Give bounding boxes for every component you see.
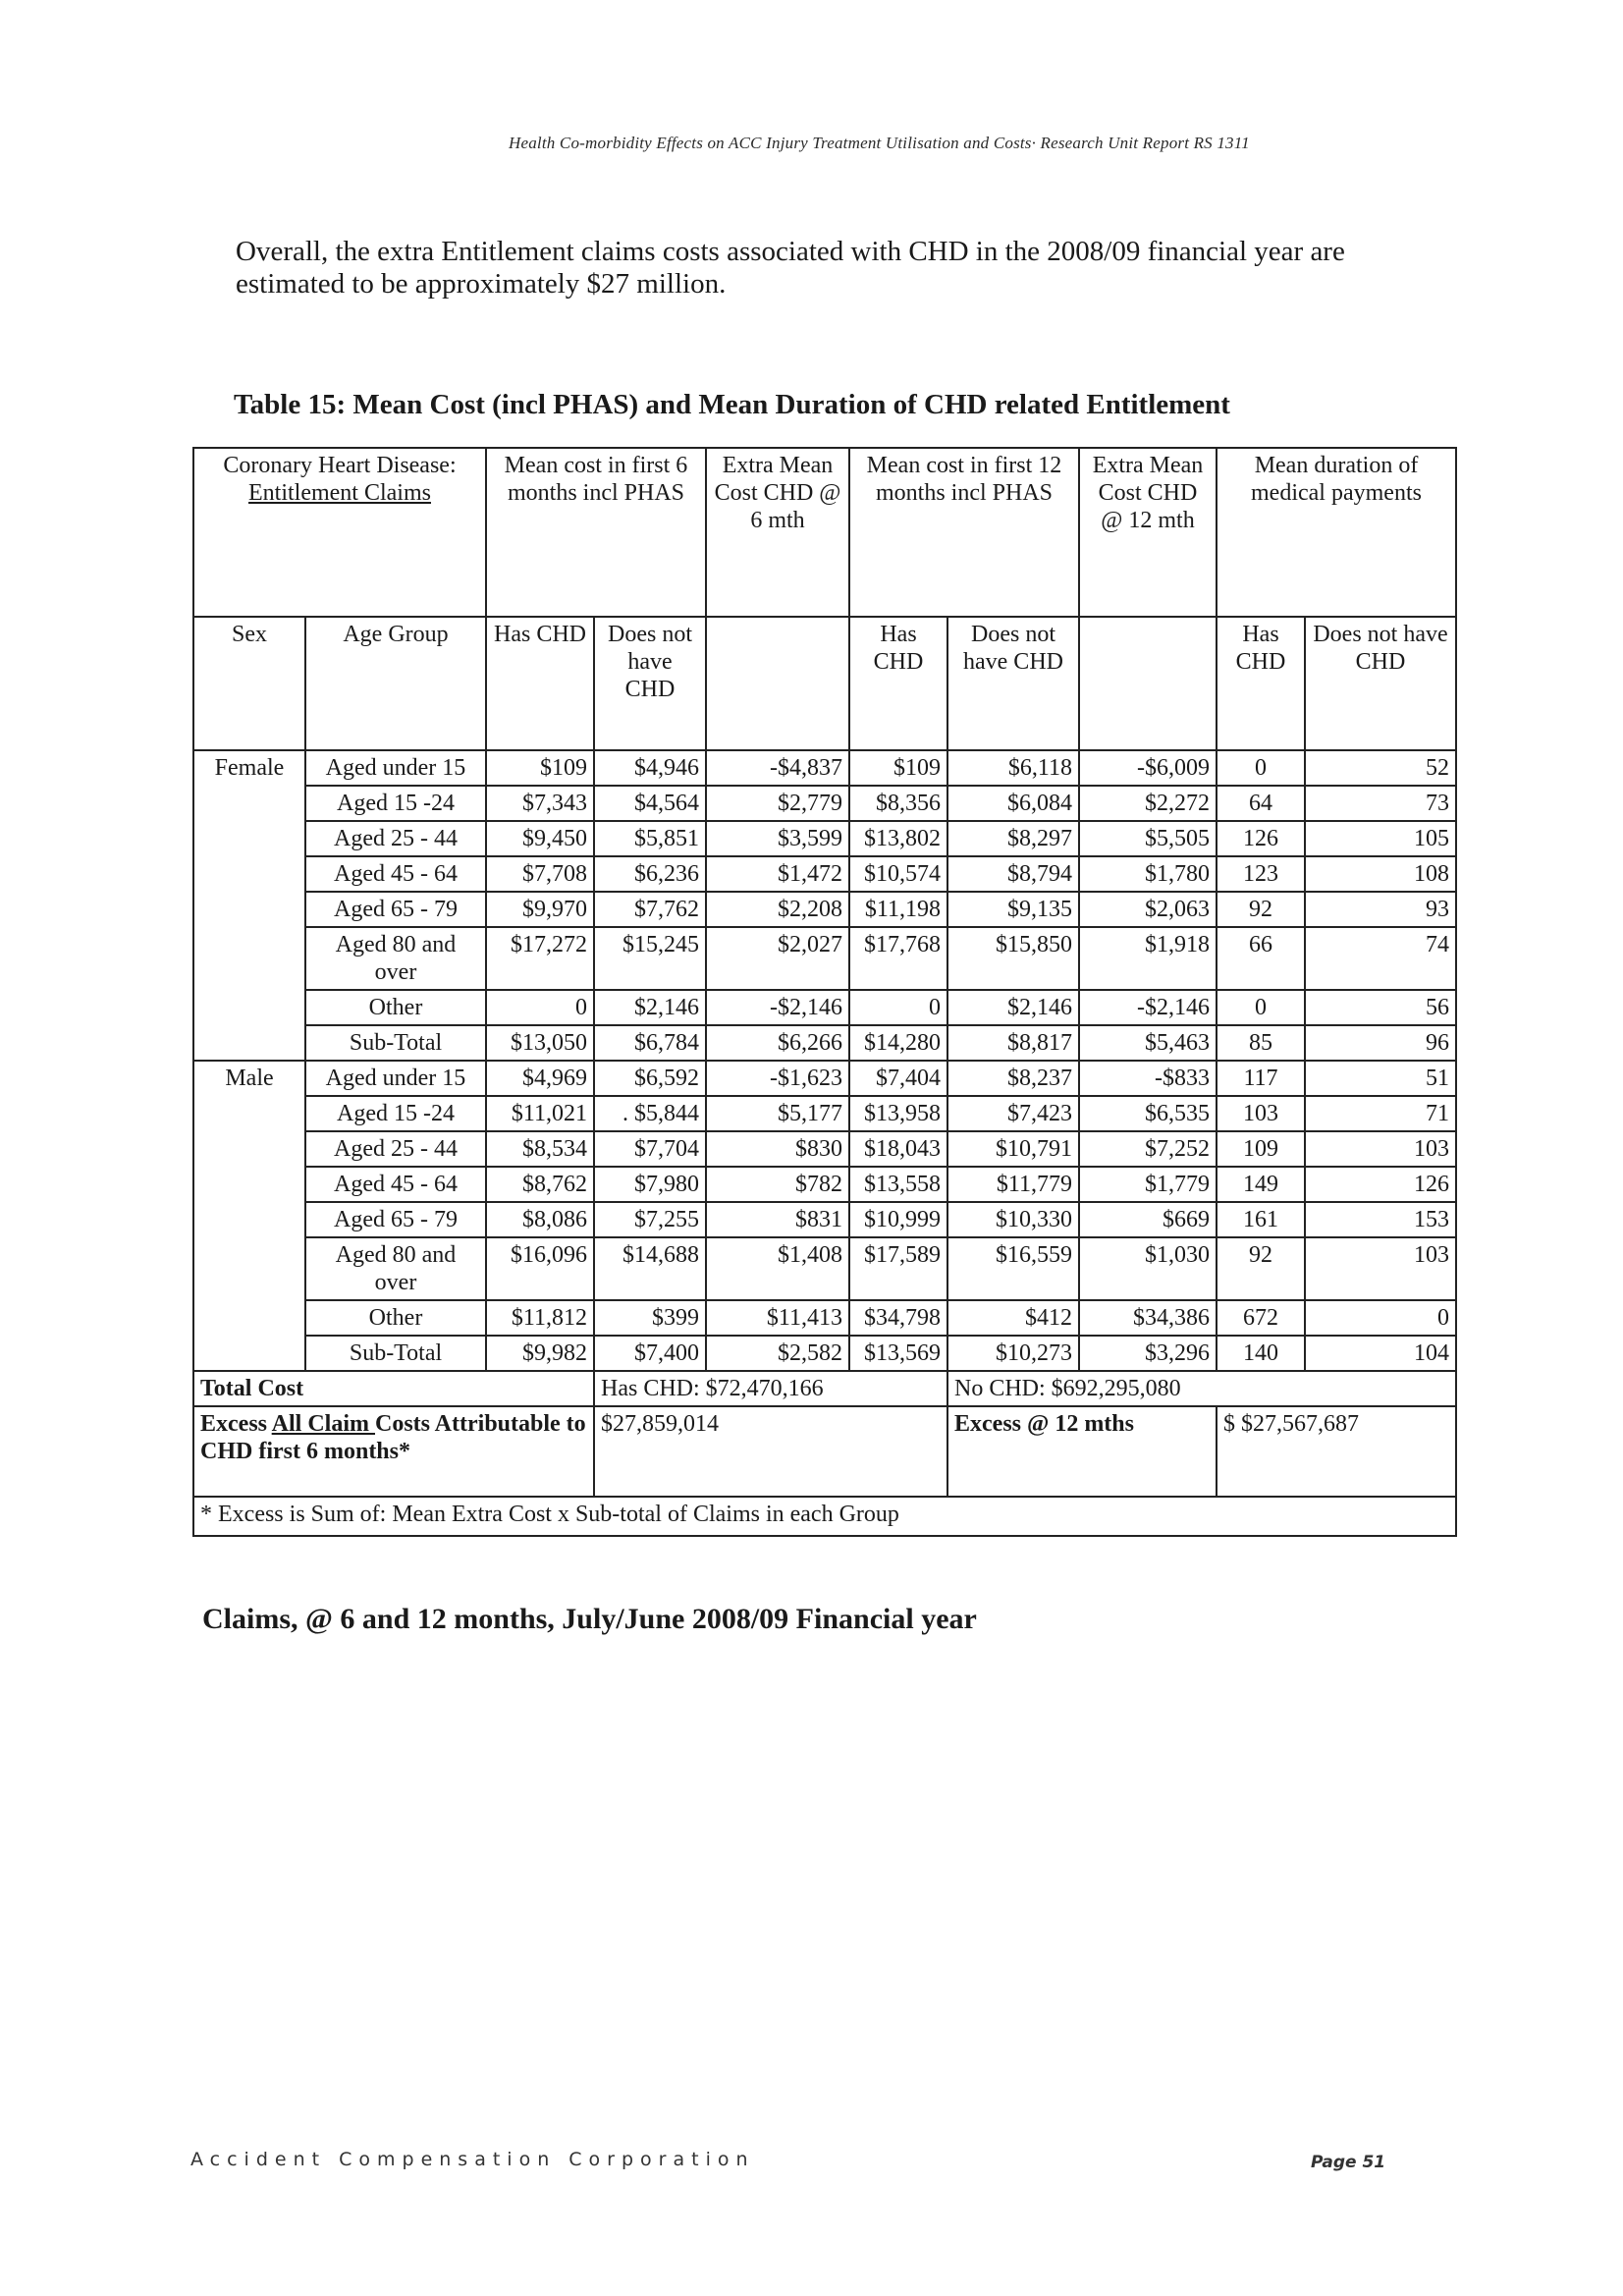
not-chd-12-cell: $8,297 [947, 821, 1079, 856]
total-cost-has-chd: Has CHD: $72,470,166 [594, 1371, 947, 1406]
not-chd-6-cell: $5,851 [594, 821, 706, 856]
age-group-cell: Sub-Total [305, 1336, 486, 1371]
duration-not-chd-cell: 153 [1305, 1202, 1456, 1237]
has-chd-12-cell: $17,589 [849, 1237, 947, 1300]
not-chd-6-cell: $7,762 [594, 892, 706, 927]
footer-organisation: Accident Compensation Corporation [190, 2149, 755, 2170]
extra-12-cell: $1,918 [1079, 927, 1217, 990]
age-group-cell: Aged under 15 [305, 1061, 486, 1096]
table-caption-continued: Claims, @ 6 and 12 months, July/June 2008/09 Financial year [202, 1603, 977, 1635]
duration-not-chd-cell: 108 [1305, 856, 1456, 892]
extra-12-cell: $2,272 [1079, 786, 1217, 821]
table-container [192, 447, 1455, 1537]
has-chd-6-cell: 0 [486, 990, 594, 1025]
duration-not-chd-cell: 71 [1305, 1096, 1456, 1131]
running-header: Health Co-morbidity Effects on ACC Injury Treatment Utilisation and Costs· Research Unit Report RS 1311 [509, 134, 1250, 152]
female-table-row [193, 821, 1456, 856]
age-group-cell: Other [305, 990, 486, 1025]
excess-label-underlined: All Claim [271, 1411, 375, 1437]
not-chd-6-cell: $7,704 [594, 1131, 706, 1167]
has-chd-6-cell: $109 [486, 750, 594, 786]
header-not-chd-12: Does not have CHD [947, 617, 1079, 750]
age-group-cell: Aged 45 - 64 [305, 856, 486, 892]
not-chd-6-cell: $4,946 [594, 750, 706, 786]
has-chd-12-cell: $10,999 [849, 1202, 947, 1237]
not-chd-12-cell: $16,559 [947, 1237, 1079, 1300]
duration-not-chd-cell: 56 [1305, 990, 1456, 1025]
not-chd-6-cell: $14,688 [594, 1237, 706, 1300]
has-chd-12-cell: $109 [849, 750, 947, 786]
age-group-cell: Aged 15 -24 [305, 1096, 486, 1131]
extra-6-cell: $2,208 [706, 892, 849, 927]
footnote: * Excess is Sum of: Mean Extra Cost x Sub-total of Claims in each Group [193, 1497, 1456, 1536]
duration-has-chd-cell: 123 [1217, 856, 1305, 892]
has-chd-6-cell: $9,970 [486, 892, 594, 927]
has-chd-6-cell: $11,812 [486, 1300, 594, 1336]
extra-12-cell: $1,779 [1079, 1167, 1217, 1202]
extra-12-cell: $1,030 [1079, 1237, 1217, 1300]
age-group-cell: Aged 80 and over [305, 1237, 486, 1300]
age-group-cell: Sub-Total [305, 1025, 486, 1061]
header-extra6-blank [706, 617, 849, 750]
excess-label-12: Excess @ 12 mths [947, 1406, 1217, 1497]
not-chd-12-cell: $6,084 [947, 786, 1079, 821]
not-chd-6-cell: $15,245 [594, 927, 706, 990]
extra-6-cell: $2,027 [706, 927, 849, 990]
header-claims-title: Coronary Heart Disease: [223, 453, 457, 478]
not-chd-12-cell: $15,850 [947, 927, 1079, 990]
extra-6-cell: $6,266 [706, 1025, 849, 1061]
not-chd-6-cell: $7,255 [594, 1202, 706, 1237]
age-group-cell: Other [305, 1300, 486, 1336]
not-chd-12-cell: $10,791 [947, 1131, 1079, 1167]
extra-12-cell: -$6,009 [1079, 750, 1217, 786]
header-not-chd-dur: Does not have CHD [1305, 617, 1456, 750]
not-chd-6-cell: $399 [594, 1300, 706, 1336]
duration-not-chd-cell: 52 [1305, 750, 1456, 786]
extra-12-cell: -$2,146 [1079, 990, 1217, 1025]
age-group-cell: Aged 45 - 64 [305, 1167, 486, 1202]
male-table-row [193, 1131, 1456, 1167]
not-chd-12-cell: $9,135 [947, 892, 1079, 927]
table-title: Table 15: Mean Cost (incl PHAS) and Mean Duration of CHD related Entitlement [234, 389, 1230, 420]
header-duration: Mean duration of medical payments [1217, 448, 1456, 617]
duration-has-chd-cell: 126 [1217, 821, 1305, 856]
male-table-row [193, 1167, 1456, 1202]
has-chd-6-cell: $8,086 [486, 1202, 594, 1237]
extra-12-cell: -$833 [1079, 1061, 1217, 1096]
female-table-row [193, 990, 1456, 1025]
duration-has-chd-cell: 92 [1217, 1237, 1305, 1300]
extra-12-cell: $2,063 [1079, 892, 1217, 927]
not-chd-12-cell: $11,779 [947, 1167, 1079, 1202]
header-has-chd-6: Has CHD [486, 617, 594, 750]
has-chd-6-cell: $8,534 [486, 1131, 594, 1167]
header-extra6: Extra Mean Cost CHD @ 6 mth [706, 448, 849, 617]
header-has-chd-dur: Has CHD [1217, 617, 1305, 750]
duration-has-chd-cell: 140 [1217, 1336, 1305, 1371]
has-chd-6-cell: $9,982 [486, 1336, 594, 1371]
extra-6-cell: -$2,146 [706, 990, 849, 1025]
not-chd-6-cell: . $5,844 [594, 1096, 706, 1131]
header-has-chd-12: Has CHD [849, 617, 947, 750]
header-claims [193, 448, 486, 617]
sub-header-row [193, 617, 1456, 750]
age-group-cell: Aged 80 and over [305, 927, 486, 990]
female-table-row [193, 750, 1456, 786]
female-table-row [193, 892, 1456, 927]
extra-6-cell: $2,779 [706, 786, 849, 821]
age-group-cell: Aged 25 - 44 [305, 821, 486, 856]
header-claims-subtitle: Entitlement Claims [248, 480, 431, 506]
has-chd-12-cell: $8,356 [849, 786, 947, 821]
duration-not-chd-cell: 104 [1305, 1336, 1456, 1371]
male-sex-cell: Male [193, 1061, 305, 1371]
not-chd-12-cell: $2,146 [947, 990, 1079, 1025]
extra-6-cell: $782 [706, 1167, 849, 1202]
not-chd-6-cell: $6,784 [594, 1025, 706, 1061]
header-mean12: Mean cost in first 12 months incl PHAS [849, 448, 1079, 617]
has-chd-12-cell: $17,768 [849, 927, 947, 990]
female-sex-cell: Female [193, 750, 305, 1061]
age-group-cell: Aged 65 - 79 [305, 892, 486, 927]
not-chd-12-cell: $6,118 [947, 750, 1079, 786]
male-table-row [193, 1202, 1456, 1237]
duration-has-chd-cell: 0 [1217, 990, 1305, 1025]
extra-12-cell: $1,780 [1079, 856, 1217, 892]
extra-6-cell: $3,599 [706, 821, 849, 856]
female-table-row [193, 1025, 1456, 1061]
extra-6-cell: $831 [706, 1202, 849, 1237]
extra-6-cell: $11,413 [706, 1300, 849, 1336]
extra-6-cell: $5,177 [706, 1096, 849, 1131]
female-table-row [193, 856, 1456, 892]
has-chd-6-cell: $11,021 [486, 1096, 594, 1131]
not-chd-6-cell: $6,592 [594, 1061, 706, 1096]
has-chd-6-cell: $13,050 [486, 1025, 594, 1061]
duration-not-chd-cell: 103 [1305, 1237, 1456, 1300]
header-sex: Sex [193, 617, 305, 750]
has-chd-12-cell: $10,574 [849, 856, 947, 892]
extra-12-cell: $5,463 [1079, 1025, 1217, 1061]
extra-6-cell: $2,582 [706, 1336, 849, 1371]
extra-12-cell: $7,252 [1079, 1131, 1217, 1167]
age-group-cell: Aged 25 - 44 [305, 1131, 486, 1167]
male-rows [193, 1061, 1456, 1371]
not-chd-12-cell: $10,330 [947, 1202, 1079, 1237]
has-chd-6-cell: $9,450 [486, 821, 594, 856]
not-chd-6-cell: $7,980 [594, 1167, 706, 1202]
cost-duration-table [192, 447, 1457, 1537]
male-table-row [193, 1336, 1456, 1371]
age-group-cell: Aged under 15 [305, 750, 486, 786]
total-cost-no-chd: No CHD: $692,295,080 [947, 1371, 1456, 1406]
intro-paragraph: Overall, the extra Entitlement claims costs associated with CHD in the 2008/09 financial year are estimated to be approximately $27 million. [236, 236, 1345, 300]
header-extra12: Extra Mean Cost CHD @ 12 mth [1079, 448, 1217, 617]
extra-6-cell: $1,408 [706, 1237, 849, 1300]
excess-label-suffix: Costs Attributable to CHD first 6 months* [200, 1411, 586, 1464]
duration-has-chd-cell: 64 [1217, 786, 1305, 821]
header-extra12-blank [1079, 617, 1217, 750]
has-chd-12-cell: $13,802 [849, 821, 947, 856]
header-age-group: Age Group [305, 617, 486, 750]
has-chd-12-cell: $13,558 [849, 1167, 947, 1202]
duration-has-chd-cell: 161 [1217, 1202, 1305, 1237]
female-rows [193, 750, 1456, 1061]
has-chd-6-cell: $7,343 [486, 786, 594, 821]
not-chd-6-cell: $2,146 [594, 990, 706, 1025]
not-chd-6-cell: $7,400 [594, 1336, 706, 1371]
not-chd-12-cell: $10,273 [947, 1336, 1079, 1371]
age-group-cell: Aged 65 - 79 [305, 1202, 486, 1237]
excess-row [193, 1406, 1456, 1497]
not-chd-12-cell: $8,237 [947, 1061, 1079, 1096]
footer-page-number: Page 51 [1311, 2153, 1386, 2172]
extra-12-cell: $5,505 [1079, 821, 1217, 856]
male-table-row [193, 1300, 1456, 1336]
duration-has-chd-cell: 66 [1217, 927, 1305, 990]
not-chd-6-cell: $6,236 [594, 856, 706, 892]
duration-not-chd-cell: 0 [1305, 1300, 1456, 1336]
not-chd-12-cell: $8,794 [947, 856, 1079, 892]
has-chd-6-cell: $8,762 [486, 1167, 594, 1202]
has-chd-12-cell: $13,958 [849, 1096, 947, 1131]
has-chd-12-cell: $18,043 [849, 1131, 947, 1167]
extra-6-cell: -$4,837 [706, 750, 849, 786]
duration-not-chd-cell: 51 [1305, 1061, 1456, 1096]
duration-has-chd-cell: 0 [1217, 750, 1305, 786]
has-chd-12-cell: $13,569 [849, 1336, 947, 1371]
female-table-row [193, 786, 1456, 821]
total-cost-row [193, 1371, 1456, 1406]
duration-not-chd-cell: 105 [1305, 821, 1456, 856]
not-chd-12-cell: $7,423 [947, 1096, 1079, 1131]
has-chd-12-cell: 0 [849, 990, 947, 1025]
has-chd-12-cell: $14,280 [849, 1025, 947, 1061]
has-chd-12-cell: $34,798 [849, 1300, 947, 1336]
has-chd-12-cell: $11,198 [849, 892, 947, 927]
duration-has-chd-cell: 85 [1217, 1025, 1305, 1061]
has-chd-6-cell: $17,272 [486, 927, 594, 990]
duration-has-chd-cell: 109 [1217, 1131, 1305, 1167]
has-chd-12-cell: $7,404 [849, 1061, 947, 1096]
duration-not-chd-cell: 74 [1305, 927, 1456, 990]
not-chd-12-cell: $412 [947, 1300, 1079, 1336]
header-mean6: Mean cost in first 6 months incl PHAS [486, 448, 706, 617]
duration-not-chd-cell: 126 [1305, 1167, 1456, 1202]
has-chd-6-cell: $7,708 [486, 856, 594, 892]
male-table-row [193, 1096, 1456, 1131]
has-chd-6-cell: $4,969 [486, 1061, 594, 1096]
excess-value-12: $ $27,567,687 [1217, 1406, 1456, 1497]
duration-not-chd-cell: 103 [1305, 1131, 1456, 1167]
duration-has-chd-cell: 92 [1217, 892, 1305, 927]
extra-12-cell: $6,535 [1079, 1096, 1217, 1131]
duration-has-chd-cell: 672 [1217, 1300, 1305, 1336]
has-chd-6-cell: $16,096 [486, 1237, 594, 1300]
extra-6-cell: $1,472 [706, 856, 849, 892]
total-cost-label: Total Cost [193, 1371, 594, 1406]
not-chd-6-cell: $4,564 [594, 786, 706, 821]
not-chd-12-cell: $8,817 [947, 1025, 1079, 1061]
extra-6-cell: $830 [706, 1131, 849, 1167]
extra-12-cell: $669 [1079, 1202, 1217, 1237]
extra-12-cell: $3,296 [1079, 1336, 1217, 1371]
extra-6-cell: -$1,623 [706, 1061, 849, 1096]
duration-not-chd-cell: 96 [1305, 1025, 1456, 1061]
male-table-row [193, 1061, 1456, 1096]
header-not-chd-6: Does not have CHD [594, 617, 706, 750]
excess-label-prefix: Excess [200, 1411, 272, 1437]
footnote-row [193, 1497, 1456, 1536]
excess-label [193, 1406, 594, 1497]
female-table-row [193, 927, 1456, 990]
duration-has-chd-cell: 117 [1217, 1061, 1305, 1096]
duration-has-chd-cell: 103 [1217, 1096, 1305, 1131]
duration-not-chd-cell: 93 [1305, 892, 1456, 927]
extra-12-cell: $34,386 [1079, 1300, 1217, 1336]
group-header-row [193, 448, 1456, 617]
male-table-row [193, 1237, 1456, 1300]
age-group-cell: Aged 15 -24 [305, 786, 486, 821]
excess-value-6: $27,859,014 [594, 1406, 947, 1497]
duration-not-chd-cell: 73 [1305, 786, 1456, 821]
duration-has-chd-cell: 149 [1217, 1167, 1305, 1202]
